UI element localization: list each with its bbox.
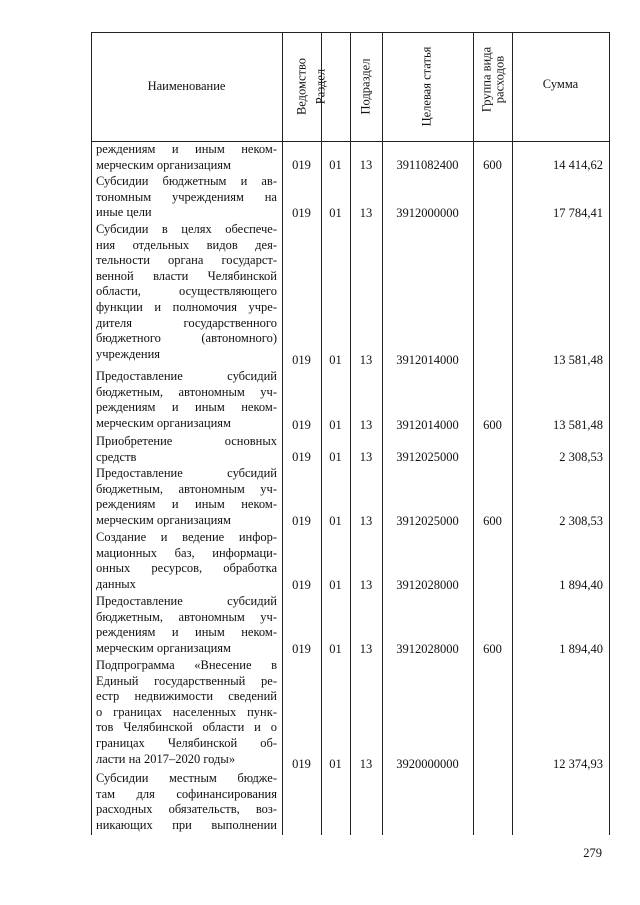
name-line: бюджетным, автономным уч- xyxy=(96,609,277,624)
name-line: реждениям и иным неком- xyxy=(96,400,277,415)
name-line: мационных баз, информаци- xyxy=(96,545,277,560)
cell-vedomstvo: 019 xyxy=(292,418,311,432)
header-gruppa-line1: Группа вида xyxy=(479,46,494,113)
cell-vedomstvo: 019 xyxy=(292,757,311,771)
cell-summa: 13 581,48 xyxy=(553,353,603,367)
cell-celevaya: 3912014000 xyxy=(396,353,459,367)
name-line: Подпрограмма «Внесение в xyxy=(96,658,277,672)
cell-celevaya: 3912025000 xyxy=(396,514,459,528)
cell-summa: 2 308,53 xyxy=(559,514,603,528)
cell-vedomstvo: 019 xyxy=(292,206,311,220)
name-line: Единый государственный ре- xyxy=(96,673,277,688)
row-name xyxy=(96,658,277,767)
cell-razdel: 01 xyxy=(329,206,342,220)
name-line: ласти на 2017–2020 годы» xyxy=(96,751,236,766)
name-line: бюджетного (автономного) xyxy=(96,331,277,346)
name-line: тов Челябинской области и о xyxy=(96,720,277,735)
cell-razdel: 01 xyxy=(329,158,342,172)
cell-vedomstvo: 019 xyxy=(292,578,311,592)
cell-gruppa: 600 xyxy=(483,642,502,656)
cell-celevaya: 3911082400 xyxy=(396,158,459,172)
row-name xyxy=(96,142,277,173)
cell-podrazdel: 13 xyxy=(359,642,373,656)
name-line: мерческим организациям xyxy=(96,415,231,430)
name-line: реждениям и иным неком- xyxy=(96,625,277,640)
row-name xyxy=(96,466,277,528)
cell-celevaya: 3912025000 xyxy=(396,450,459,464)
cell-podrazdel: 13 xyxy=(359,206,373,220)
cell-razdel: 01 xyxy=(329,757,342,771)
cell-summa: 14 414,62 xyxy=(553,158,603,172)
row-name xyxy=(96,369,277,431)
cell-podrazdel: 13 xyxy=(359,757,373,771)
name-line: мерческим организациям xyxy=(96,512,231,527)
cell-summa: 12 374,93 xyxy=(553,757,603,771)
header-gruppa-line2: расходов xyxy=(492,55,507,104)
cell-vedomstvo: 019 xyxy=(292,642,311,656)
cell-celevaya: 3912028000 xyxy=(396,642,459,656)
name-line: Приобретение основных xyxy=(96,434,277,448)
cell-podrazdel: 13 xyxy=(359,418,373,432)
row-name xyxy=(96,174,277,221)
name-line: данных xyxy=(96,576,136,591)
name-line: о границах населенных пунк- xyxy=(96,704,277,719)
name-line: бюджетным, автономным уч- xyxy=(96,481,277,496)
name-line: иные цели xyxy=(96,205,152,220)
name-line: границах Челябинской об- xyxy=(96,735,277,750)
cell-vedomstvo: 019 xyxy=(292,450,311,464)
cell-gruppa: 600 xyxy=(483,514,502,528)
header-vedomstvo: Ведомство xyxy=(294,57,309,116)
name-line: Субсидии в целях обеспече- xyxy=(96,222,277,236)
cell-summa: 1 894,40 xyxy=(559,642,603,656)
cell-summa: 1 894,40 xyxy=(559,578,603,592)
name-line: тельности органа государст- xyxy=(96,253,277,268)
name-line: бюджетным, автономным уч- xyxy=(96,384,277,399)
cell-razdel: 01 xyxy=(329,642,342,656)
name-line: венной власти Челябинской xyxy=(96,268,277,283)
cell-vedomstvo: 019 xyxy=(292,158,311,172)
header-celevaya: Целевая статья xyxy=(419,46,434,127)
name-line: Предоставление субсидий xyxy=(96,466,277,480)
cell-celevaya: 3912028000 xyxy=(396,578,459,592)
header-name: Наименование xyxy=(147,79,226,93)
name-line: области, осуществляющего xyxy=(96,284,277,299)
cell-summa: 17 784,41 xyxy=(553,206,603,220)
cell-vedomstvo: 019 xyxy=(292,353,311,367)
name-line: расходных обязательств, воз- xyxy=(96,802,277,817)
cell-celevaya: 3912000000 xyxy=(396,206,459,220)
name-line: реждениям и иным неком- xyxy=(96,497,277,512)
header-podrazdel: Подраздел xyxy=(358,58,373,115)
name-line: средств xyxy=(96,449,137,464)
name-line: дителя государственного xyxy=(96,315,277,330)
cell-razdel: 01 xyxy=(329,450,342,464)
cell-celevaya: 3912014000 xyxy=(396,418,459,432)
cell-podrazdel: 13 xyxy=(359,450,373,464)
name-line: мерческим организациям xyxy=(96,157,231,172)
name-line: естр недвижимости сведений xyxy=(96,689,277,704)
cell-podrazdel: 13 xyxy=(359,514,373,528)
name-line: ния отдельных видов дея- xyxy=(96,237,277,252)
cell-gruppa: 600 xyxy=(483,158,502,172)
name-line: Создание и ведение инфор- xyxy=(96,530,277,544)
name-line: мерческим организациям xyxy=(96,640,231,655)
cell-razdel: 01 xyxy=(329,418,342,432)
cell-gruppa: 600 xyxy=(483,418,502,432)
name-line: Предоставление субсидий xyxy=(96,594,277,608)
name-line: Предоставление субсидий xyxy=(96,369,277,383)
cell-summa: 2 308,53 xyxy=(559,450,603,464)
cell-podrazdel: 13 xyxy=(359,353,373,367)
cell-razdel: 01 xyxy=(329,353,342,367)
header-razdel: Раздел xyxy=(313,68,328,105)
cell-razdel: 01 xyxy=(329,578,342,592)
row-name xyxy=(96,434,277,465)
col-border-0 xyxy=(91,32,92,835)
cell-podrazdel: 13 xyxy=(359,158,373,172)
cell-summa: 13 581,48 xyxy=(553,418,603,432)
name-line: никающих при выполнении xyxy=(96,817,277,832)
cell-podrazdel: 13 xyxy=(359,578,373,592)
header-summa: Сумма xyxy=(542,77,579,91)
row-name xyxy=(96,771,277,833)
name-line: функции и полномочия учре- xyxy=(96,299,277,314)
row-name xyxy=(96,222,277,362)
col-border-7 xyxy=(609,32,610,835)
row-name xyxy=(96,530,277,592)
cell-vedomstvo: 019 xyxy=(292,514,311,528)
row-name xyxy=(96,594,277,656)
name-line: Субсидии местным бюдже- xyxy=(96,771,277,785)
name-line: там для софинансирования xyxy=(96,786,277,801)
name-line: онных ресурсов, обработка xyxy=(96,561,277,576)
page-number: 279 xyxy=(583,846,602,860)
name-line: учреждения xyxy=(96,346,161,361)
name-line: тономным учреждениям на xyxy=(96,189,277,204)
cell-celevaya: 3920000000 xyxy=(396,757,459,771)
name-line: реждениям и иным неком- xyxy=(96,142,277,156)
name-line: Субсидии бюджетным и ав- xyxy=(96,174,277,188)
cell-razdel: 01 xyxy=(329,514,342,528)
